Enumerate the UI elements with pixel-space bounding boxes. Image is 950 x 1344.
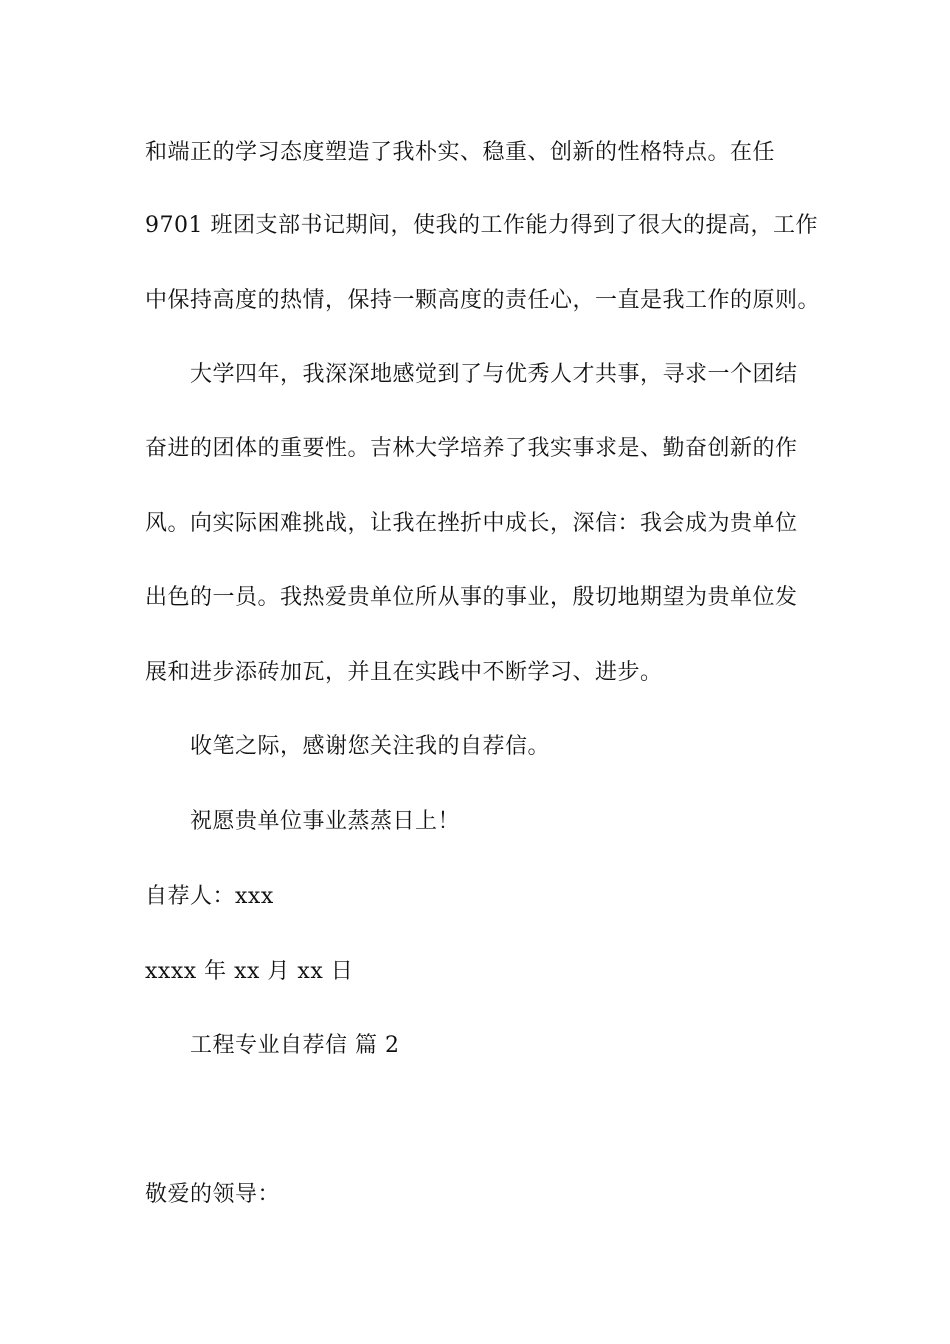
- paragraph-line: 展和进步添砖加瓦，并且在实践中不断学习、进步。: [145, 660, 663, 685]
- salutation: 敬爱的领导：: [145, 1182, 281, 1207]
- paragraph-line: 风。向实际困难挑战，让我在挫折中成长，深信：我会成为贵单位: [145, 511, 798, 536]
- paragraph-line: 奋进的团体的重要性。吉林大学培养了我实事求是、勤奋创新的作: [145, 436, 798, 461]
- closing-line: 收笔之际，感谢您关注我的自荐信。: [190, 734, 551, 759]
- closing-wish: 祝愿贵单位事业蒸蒸日上！: [190, 809, 461, 834]
- section-title: 工程专业自荐信 篇 2: [190, 1033, 400, 1058]
- signature-line: 自荐人：xxx: [145, 884, 274, 909]
- paragraph-line: 9701 班团支部书记期间，使我的工作能力得到了很大的提高，工作: [145, 213, 818, 238]
- date-line: xxxx 年 xx 月 xx 日: [145, 959, 354, 984]
- paragraph-line: 出色的一员。我热爱贵单位所从事的事业，殷切地期望为贵单位发: [145, 585, 798, 610]
- paragraph-line: 大学四年，我深深地感觉到了与优秀人才共事，寻求一个团结: [190, 362, 798, 387]
- paragraph-line: 和端正的学习态度塑造了我朴实、稳重、创新的性格特点。在任: [145, 140, 776, 165]
- paragraph-line: 中保持高度的热情，保持一颗高度的责任心，一直是我工作的原则。: [145, 288, 821, 313]
